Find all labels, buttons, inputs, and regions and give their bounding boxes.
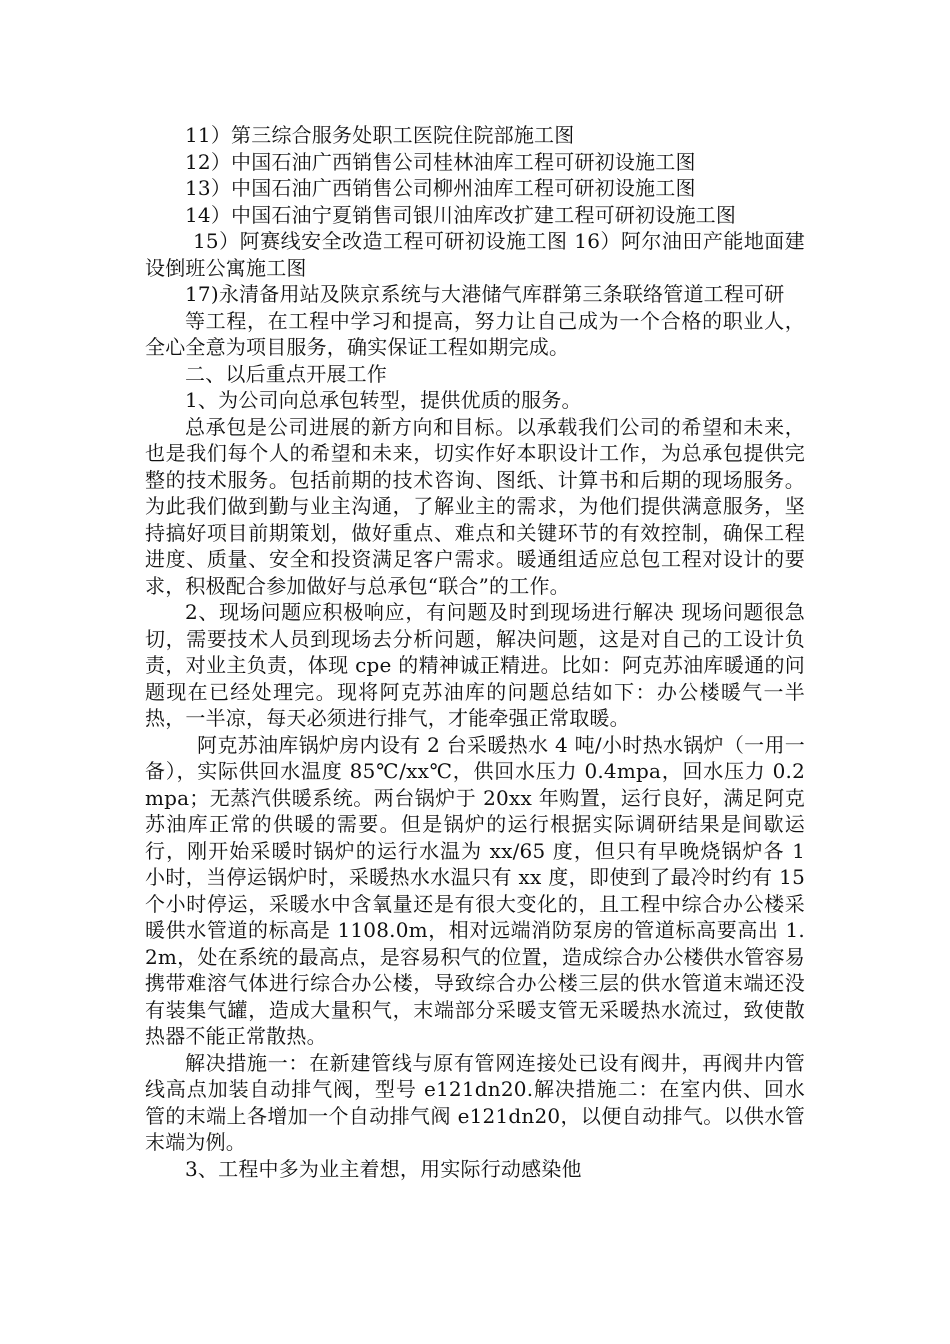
- list-item-15-16: 15）阿赛线安全改造工程可研初设施工图 16）阿尔油田产能地面建设倒班公寓施工图: [145, 229, 805, 280]
- section-heading-2: 二、以后重点开展工作: [185, 361, 387, 386]
- list-item-11: 11）第三综合服务处职工医院住院部施工图: [185, 123, 575, 147]
- subheading-1: 1、为公司向总承包转型，提供优质的服务。: [185, 388, 582, 412]
- list-item-12: 12）中国石油广西销售公司桂林油库工程可研初设施工图: [185, 149, 696, 174]
- list-item-14: 14）中国石油宁夏销售司银川油库改扩建工程可研初设施工图: [185, 202, 737, 227]
- paragraph-site-issues: 2、现场问题应积极响应，有问题及时到现场进行解决 现场问题很急切，需要技术人员到现场去分析问题，解决问题，这是对自己的工设计负责，对业主负责，体现 cpe 的精神诚正精进。比如：阿克苏油库暖通的问题现在已经处理完。现将阿克苏油库的问题总结如下：办公楼暖气一半热，一半凉，每天必须进行排气，才能牵强正常取暖。: [145, 600, 805, 730]
- subheading-3: 3、工程中多为业主着想，用实际行动感染他: [185, 1156, 582, 1181]
- paragraph-summary: 等工程，在工程中学习和提高，努力让自己成为一个合格的职业人，全心全意为项目服务，确实保证工程如期完成。: [145, 308, 805, 359]
- paragraph-solutions: 解决措施一：在新建管线与原有管网连接处已设有阀井，再阀井内管线高点加装自动排气阀，型号 e121dn20.解决措施二：在室内供、回水管的末端上各增加一个自动排气阀 e121dn20，以便自动排气。以供水管末端为例。: [145, 1050, 805, 1154]
- document-page: [145, 122, 805, 1182]
- paragraph-general-contracting: 总承包是公司进展的新方向和目标。以承载我们公司的希望和未来，也是我们每个人的希望和未来，切实作好本职设计工作，为总承包提供完整的技术服务。包括前期的技术咨询、图纸、计算书和后期的现场服务。为此我们做到勤与业主沟通，了解业主的需求，为他们提供满意服务，坚持搞好项目前期策划，做好重点、难点和关键环节的有效控制，确保工程进度、质量、安全和投资满足客户需求。暖通组适应总包工程对设计的要求，积极配合参加做好与总承包“联合”的工作。: [145, 414, 805, 598]
- list-item-17: 17)永清备用站及陕京系统与大港储气库群第三条联络管道工程可研: [185, 282, 785, 306]
- list-item-13: 13）中国石油广西销售公司柳州油库工程可研初设施工图: [185, 176, 696, 200]
- paragraph-boiler-analysis: 阿克苏油库锅炉房内设有 2 台采暖热水 4 吨/小时热水锅炉（一用一备），实际供回水温度 85℃/xx℃，供回水压力 0.4mpa，回水压力 0.2mpa；无蒸汽供暖系统。两台锅炉于 20xx 年购置，运行良好，满足阿克苏油库正常的供暖的需要。但是锅炉的运行根据实际调研结果是间歇运行，刚开始采暖时锅炉的运行水温为 xx/65 度，但只有早晚烧锅炉各 1 小时，当停运锅炉时，采暖热水水温只有 xx 度，即使到了最冷时约有 15 个小时停运，采暖水中含氧量还是有很大变化的，且工程中综合办公楼采暖供水管道的标高是 1108.0m，相对远端消防泵房的管道标高要高出 1.2m，处在系统的最高点，是容易积气的位置，造成综合办公楼供水管容易携带难溶气体进行综合办公楼，导致综合办公楼三层的供水管道末端还没有装集气罐，造成大量积气，末端部分采暖支管无采暖热水流过，致使散热器不能正常散热。: [145, 732, 805, 1048]
